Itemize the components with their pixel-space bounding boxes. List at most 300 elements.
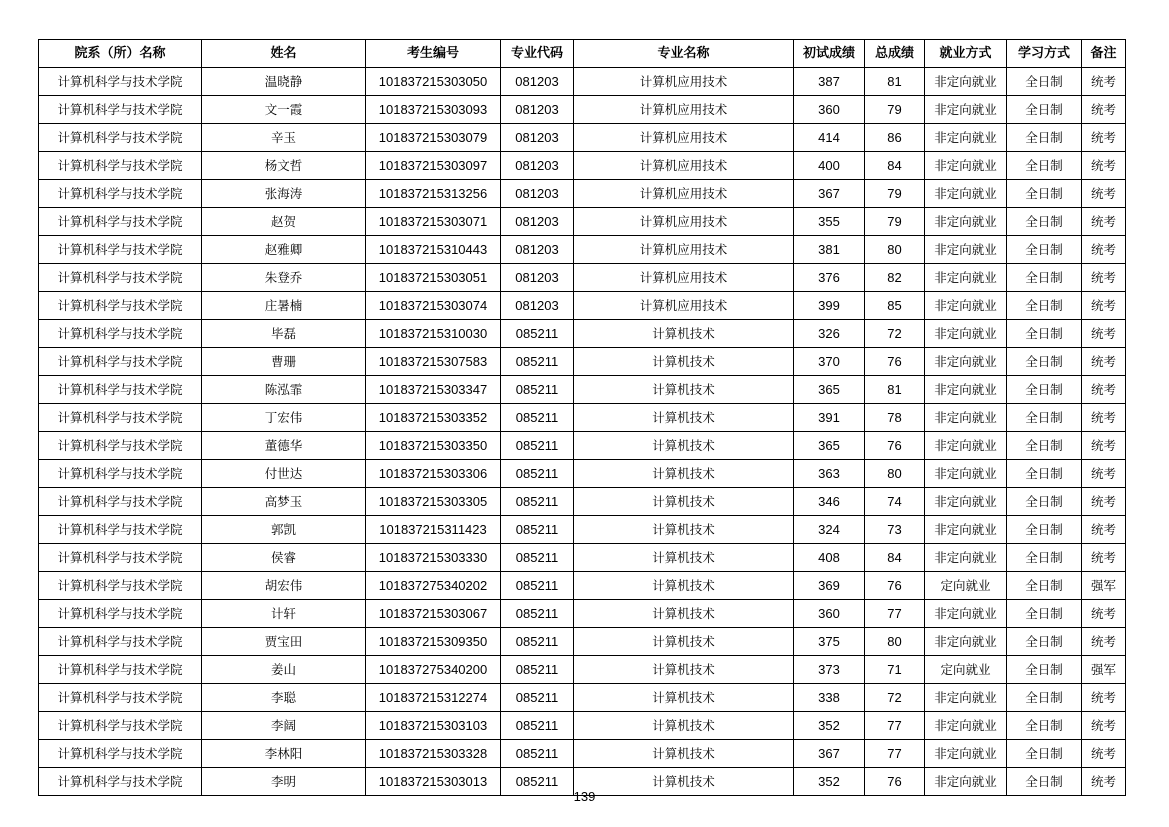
name-cell: 姜山 [202,656,366,684]
major-code-cell: 085211 [501,572,574,600]
study-mode-cell: 全日制 [1007,404,1082,432]
remarks-cell: 统考 [1082,264,1126,292]
major-name-cell: 计算机技术 [574,404,794,432]
candidate-id-cell: 101837215303347 [366,376,501,404]
name-cell: 李聪 [202,684,366,712]
major-name-cell: 计算机技术 [574,348,794,376]
total-score-cell: 82 [865,264,925,292]
department-cell: 计算机科学与技术学院 [39,124,202,152]
initial-score-cell: 381 [794,236,865,264]
total-score-cell: 85 [865,292,925,320]
remarks-cell: 统考 [1082,684,1126,712]
table-row [39,740,1126,768]
name-cell: 朱登乔 [202,264,366,292]
department-cell: 计算机科学与技术学院 [39,432,202,460]
page-number: 139 [573,789,596,804]
total-score-cell: 80 [865,460,925,488]
major-name-cell: 计算机技术 [574,488,794,516]
remarks-cell: 统考 [1082,712,1126,740]
header-department: 院系（所）名称 [39,40,202,68]
table-row [39,292,1126,320]
total-score-cell: 76 [865,432,925,460]
department-cell: 计算机科学与技术学院 [39,320,202,348]
major-code-cell: 085211 [501,600,574,628]
header-major-code: 专业代码 [501,40,574,68]
remarks-cell: 统考 [1082,600,1126,628]
total-score-cell: 73 [865,516,925,544]
major-name-cell: 计算机技术 [574,656,794,684]
name-cell: 毕磊 [202,320,366,348]
total-score-cell: 79 [865,96,925,124]
study-mode-cell: 全日制 [1007,348,1082,376]
employment-type-cell: 非定向就业 [925,460,1007,488]
department-cell: 计算机科学与技术学院 [39,208,202,236]
initial-score-cell: 360 [794,96,865,124]
major-name-cell: 计算机应用技术 [574,292,794,320]
major-code-cell: 085211 [501,516,574,544]
study-mode-cell: 全日制 [1007,516,1082,544]
name-cell: 赵贺 [202,208,366,236]
initial-score-cell: 391 [794,404,865,432]
table-row [39,460,1126,488]
major-code-cell: 081203 [501,180,574,208]
employment-type-cell: 非定向就业 [925,152,1007,180]
total-score-cell: 76 [865,348,925,376]
major-name-cell: 计算机应用技术 [574,180,794,208]
initial-score-cell: 367 [794,180,865,208]
major-code-cell: 085211 [501,712,574,740]
table-row [39,208,1126,236]
major-code-cell: 085211 [501,684,574,712]
major-code-cell: 081203 [501,96,574,124]
department-cell: 计算机科学与技术学院 [39,96,202,124]
initial-score-cell: 360 [794,600,865,628]
initial-score-cell: 324 [794,516,865,544]
initial-score-cell: 355 [794,208,865,236]
total-score-cell: 77 [865,600,925,628]
major-name-cell: 计算机应用技术 [574,236,794,264]
initial-score-cell: 408 [794,544,865,572]
table-row [39,656,1126,684]
study-mode-cell: 全日制 [1007,432,1082,460]
name-cell: 庄暑楠 [202,292,366,320]
remarks-cell: 强军 [1082,656,1126,684]
study-mode-cell: 全日制 [1007,320,1082,348]
candidate-id-cell: 101837215303097 [366,152,501,180]
remarks-cell: 统考 [1082,292,1126,320]
candidate-id-cell: 101837215313256 [366,180,501,208]
table-row [39,264,1126,292]
table-row [39,152,1126,180]
initial-score-cell: 365 [794,432,865,460]
major-code-cell: 085211 [501,432,574,460]
name-cell: 辛玉 [202,124,366,152]
candidate-id-cell: 101837215303306 [366,460,501,488]
employment-type-cell: 非定向就业 [925,544,1007,572]
initial-score-cell: 400 [794,152,865,180]
major-name-cell: 计算机技术 [574,600,794,628]
major-name-cell: 计算机技术 [574,460,794,488]
employment-type-cell: 非定向就业 [925,712,1007,740]
table-row [39,236,1126,264]
table-row [39,124,1126,152]
remarks-cell: 统考 [1082,68,1126,96]
table-row [39,404,1126,432]
employment-type-cell: 非定向就业 [925,404,1007,432]
employment-type-cell: 非定向就业 [925,208,1007,236]
candidate-id-cell: 101837215309350 [366,628,501,656]
initial-score-cell: 387 [794,68,865,96]
table-header [39,40,1126,68]
department-cell: 计算机科学与技术学院 [39,544,202,572]
employment-type-cell: 非定向就业 [925,236,1007,264]
major-name-cell: 计算机应用技术 [574,152,794,180]
employment-type-cell: 非定向就业 [925,348,1007,376]
name-cell: 贾宝田 [202,628,366,656]
study-mode-cell: 全日制 [1007,600,1082,628]
name-cell: 丁宏伟 [202,404,366,432]
candidate-id-cell: 101837215303071 [366,208,501,236]
initial-score-cell: 338 [794,684,865,712]
total-score-cell: 78 [865,404,925,432]
initial-score-cell: 373 [794,656,865,684]
table-row [39,684,1126,712]
employment-type-cell: 非定向就业 [925,740,1007,768]
total-score-cell: 79 [865,180,925,208]
department-cell: 计算机科学与技术学院 [39,712,202,740]
candidate-id-cell: 101837215307583 [366,348,501,376]
employment-type-cell: 非定向就业 [925,264,1007,292]
study-mode-cell: 全日制 [1007,96,1082,124]
initial-score-cell: 370 [794,348,865,376]
remarks-cell: 强军 [1082,572,1126,600]
study-mode-cell: 全日制 [1007,292,1082,320]
total-score-cell: 76 [865,768,925,796]
name-cell: 李明 [202,768,366,796]
department-cell: 计算机科学与技术学院 [39,68,202,96]
employment-type-cell: 非定向就业 [925,376,1007,404]
name-cell: 文一霞 [202,96,366,124]
header-candidate-id: 考生编号 [366,40,501,68]
major-code-cell: 085211 [501,460,574,488]
remarks-cell: 统考 [1082,628,1126,656]
employment-type-cell: 非定向就业 [925,68,1007,96]
name-cell: 赵雅卿 [202,236,366,264]
remarks-cell: 统考 [1082,180,1126,208]
major-code-cell: 085211 [501,376,574,404]
employment-type-cell: 非定向就业 [925,124,1007,152]
major-name-cell: 计算机技术 [574,516,794,544]
total-score-cell: 77 [865,740,925,768]
total-score-cell: 72 [865,684,925,712]
major-name-cell: 计算机应用技术 [574,208,794,236]
study-mode-cell: 全日制 [1007,768,1082,796]
study-mode-cell: 全日制 [1007,152,1082,180]
employment-type-cell: 非定向就业 [925,320,1007,348]
remarks-cell: 统考 [1082,488,1126,516]
study-mode-cell: 全日制 [1007,656,1082,684]
name-cell: 张海涛 [202,180,366,208]
name-cell: 温晓静 [202,68,366,96]
total-score-cell: 77 [865,712,925,740]
total-score-cell: 86 [865,124,925,152]
candidate-id-cell: 101837275340202 [366,572,501,600]
remarks-cell: 统考 [1082,96,1126,124]
department-cell: 计算机科学与技术学院 [39,488,202,516]
header-employment-type: 就业方式 [925,40,1007,68]
table-row [39,180,1126,208]
name-cell: 计轩 [202,600,366,628]
total-score-cell: 71 [865,656,925,684]
candidate-id-cell: 101837215303305 [366,488,501,516]
major-name-cell: 计算机技术 [574,768,794,796]
remarks-cell: 统考 [1082,320,1126,348]
department-cell: 计算机科学与技术学院 [39,740,202,768]
major-name-cell: 计算机技术 [574,376,794,404]
department-cell: 计算机科学与技术学院 [39,152,202,180]
name-cell: 杨文哲 [202,152,366,180]
header-study-mode: 学习方式 [1007,40,1082,68]
header-name: 姓名 [202,40,366,68]
employment-type-cell: 定向就业 [925,572,1007,600]
table-row [39,376,1126,404]
major-code-cell: 085211 [501,348,574,376]
major-code-cell: 085211 [501,544,574,572]
table-body [39,68,1126,796]
table-row [39,432,1126,460]
department-cell: 计算机科学与技术学院 [39,628,202,656]
study-mode-cell: 全日制 [1007,236,1082,264]
table-row [39,488,1126,516]
study-mode-cell: 全日制 [1007,544,1082,572]
major-code-cell: 085211 [501,320,574,348]
study-mode-cell: 全日制 [1007,208,1082,236]
employment-type-cell: 非定向就业 [925,96,1007,124]
department-cell: 计算机科学与技术学院 [39,376,202,404]
table-row [39,68,1126,96]
study-mode-cell: 全日制 [1007,740,1082,768]
major-name-cell: 计算机技术 [574,684,794,712]
name-cell: 李林阳 [202,740,366,768]
major-name-cell: 计算机技术 [574,544,794,572]
candidate-id-cell: 101837215310030 [366,320,501,348]
study-mode-cell: 全日制 [1007,460,1082,488]
remarks-cell: 统考 [1082,348,1126,376]
remarks-cell: 统考 [1082,768,1126,796]
major-name-cell: 计算机技术 [574,628,794,656]
major-code-cell: 081203 [501,68,574,96]
study-mode-cell: 全日制 [1007,488,1082,516]
total-score-cell: 76 [865,572,925,600]
employment-type-cell: 非定向就业 [925,488,1007,516]
major-code-cell: 085211 [501,404,574,432]
major-name-cell: 计算机应用技术 [574,68,794,96]
initial-score-cell: 375 [794,628,865,656]
table-row [39,96,1126,124]
table-row [39,348,1126,376]
candidate-id-cell: 101837215303074 [366,292,501,320]
study-mode-cell: 全日制 [1007,264,1082,292]
initial-score-cell: 346 [794,488,865,516]
total-score-cell: 79 [865,208,925,236]
initial-score-cell: 369 [794,572,865,600]
major-code-cell: 085211 [501,488,574,516]
name-cell: 郭凯 [202,516,366,544]
study-mode-cell: 全日制 [1007,68,1082,96]
major-code-cell: 085211 [501,768,574,796]
remarks-cell: 统考 [1082,544,1126,572]
total-score-cell: 80 [865,628,925,656]
employment-type-cell: 非定向就业 [925,628,1007,656]
major-code-cell: 085211 [501,628,574,656]
header-total-score: 总成绩 [865,40,925,68]
candidate-id-cell: 101837215311423 [366,516,501,544]
total-score-cell: 84 [865,152,925,180]
name-cell: 曹珊 [202,348,366,376]
study-mode-cell: 全日制 [1007,684,1082,712]
remarks-cell: 统考 [1082,432,1126,460]
study-mode-cell: 全日制 [1007,572,1082,600]
department-cell: 计算机科学与技术学院 [39,684,202,712]
candidate-id-cell: 101837215303079 [366,124,501,152]
header-initial-score: 初试成绩 [794,40,865,68]
total-score-cell: 80 [865,236,925,264]
table-row [39,572,1126,600]
major-name-cell: 计算机应用技术 [574,264,794,292]
major-code-cell: 081203 [501,124,574,152]
table-row [39,628,1126,656]
major-name-cell: 计算机技术 [574,432,794,460]
results-table [38,39,1126,796]
remarks-cell: 统考 [1082,208,1126,236]
header-row [39,40,1126,68]
major-code-cell: 081203 [501,264,574,292]
initial-score-cell: 352 [794,712,865,740]
study-mode-cell: 全日制 [1007,628,1082,656]
major-name-cell: 计算机技术 [574,740,794,768]
candidate-id-cell: 101837215303330 [366,544,501,572]
remarks-cell: 统考 [1082,152,1126,180]
employment-type-cell: 非定向就业 [925,180,1007,208]
candidate-id-cell: 101837215303013 [366,768,501,796]
department-cell: 计算机科学与技术学院 [39,572,202,600]
study-mode-cell: 全日制 [1007,712,1082,740]
remarks-cell: 统考 [1082,236,1126,264]
employment-type-cell: 非定向就业 [925,432,1007,460]
remarks-cell: 统考 [1082,124,1126,152]
major-code-cell: 081203 [501,236,574,264]
department-cell: 计算机科学与技术学院 [39,348,202,376]
name-cell: 陈泓霏 [202,376,366,404]
name-cell: 董德华 [202,432,366,460]
major-code-cell: 081203 [501,208,574,236]
initial-score-cell: 399 [794,292,865,320]
major-name-cell: 计算机技术 [574,572,794,600]
major-code-cell: 085211 [501,656,574,684]
department-cell: 计算机科学与技术学院 [39,404,202,432]
table-row [39,320,1126,348]
remarks-cell: 统考 [1082,740,1126,768]
study-mode-cell: 全日制 [1007,376,1082,404]
table-row [39,600,1126,628]
total-score-cell: 74 [865,488,925,516]
remarks-cell: 统考 [1082,460,1126,488]
table-row [39,544,1126,572]
total-score-cell: 84 [865,544,925,572]
remarks-cell: 统考 [1082,516,1126,544]
candidate-id-cell: 101837215312274 [366,684,501,712]
name-cell: 李阔 [202,712,366,740]
initial-score-cell: 365 [794,376,865,404]
initial-score-cell: 326 [794,320,865,348]
major-name-cell: 计算机技术 [574,712,794,740]
employment-type-cell: 非定向就业 [925,600,1007,628]
study-mode-cell: 全日制 [1007,124,1082,152]
candidate-id-cell: 101837215303050 [366,68,501,96]
initial-score-cell: 363 [794,460,865,488]
table-row [39,516,1126,544]
employment-type-cell: 非定向就业 [925,768,1007,796]
employment-type-cell: 定向就业 [925,656,1007,684]
employment-type-cell: 非定向就业 [925,292,1007,320]
department-cell: 计算机科学与技术学院 [39,516,202,544]
candidate-id-cell: 101837215310443 [366,236,501,264]
major-name-cell: 计算机应用技术 [574,124,794,152]
initial-score-cell: 352 [794,768,865,796]
candidate-id-cell: 101837215303103 [366,712,501,740]
employment-type-cell: 非定向就业 [925,516,1007,544]
admission-results-sheet [38,39,1126,796]
major-code-cell: 081203 [501,152,574,180]
candidate-id-cell: 101837275340200 [366,656,501,684]
study-mode-cell: 全日制 [1007,180,1082,208]
initial-score-cell: 367 [794,740,865,768]
employment-type-cell: 非定向就业 [925,684,1007,712]
department-cell: 计算机科学与技术学院 [39,236,202,264]
major-name-cell: 计算机技术 [574,320,794,348]
name-cell: 胡宏伟 [202,572,366,600]
total-score-cell: 81 [865,68,925,96]
candidate-id-cell: 101837215303352 [366,404,501,432]
department-cell: 计算机科学与技术学院 [39,264,202,292]
major-name-cell: 计算机应用技术 [574,96,794,124]
department-cell: 计算机科学与技术学院 [39,180,202,208]
major-code-cell: 085211 [501,740,574,768]
initial-score-cell: 414 [794,124,865,152]
header-remarks: 备注 [1082,40,1126,68]
total-score-cell: 72 [865,320,925,348]
candidate-id-cell: 101837215303350 [366,432,501,460]
name-cell: 付世达 [202,460,366,488]
initial-score-cell: 376 [794,264,865,292]
department-cell: 计算机科学与技术学院 [39,460,202,488]
candidate-id-cell: 101837215303093 [366,96,501,124]
name-cell: 高梦玉 [202,488,366,516]
department-cell: 计算机科学与技术学院 [39,292,202,320]
candidate-id-cell: 101837215303328 [366,740,501,768]
major-code-cell: 081203 [501,292,574,320]
total-score-cell: 81 [865,376,925,404]
candidate-id-cell: 101837215303067 [366,600,501,628]
remarks-cell: 统考 [1082,376,1126,404]
header-major-name: 专业名称 [574,40,794,68]
candidate-id-cell: 101837215303051 [366,264,501,292]
department-cell: 计算机科学与技术学院 [39,656,202,684]
department-cell: 计算机科学与技术学院 [39,600,202,628]
department-cell: 计算机科学与技术学院 [39,768,202,796]
remarks-cell: 统考 [1082,404,1126,432]
table-row [39,712,1126,740]
